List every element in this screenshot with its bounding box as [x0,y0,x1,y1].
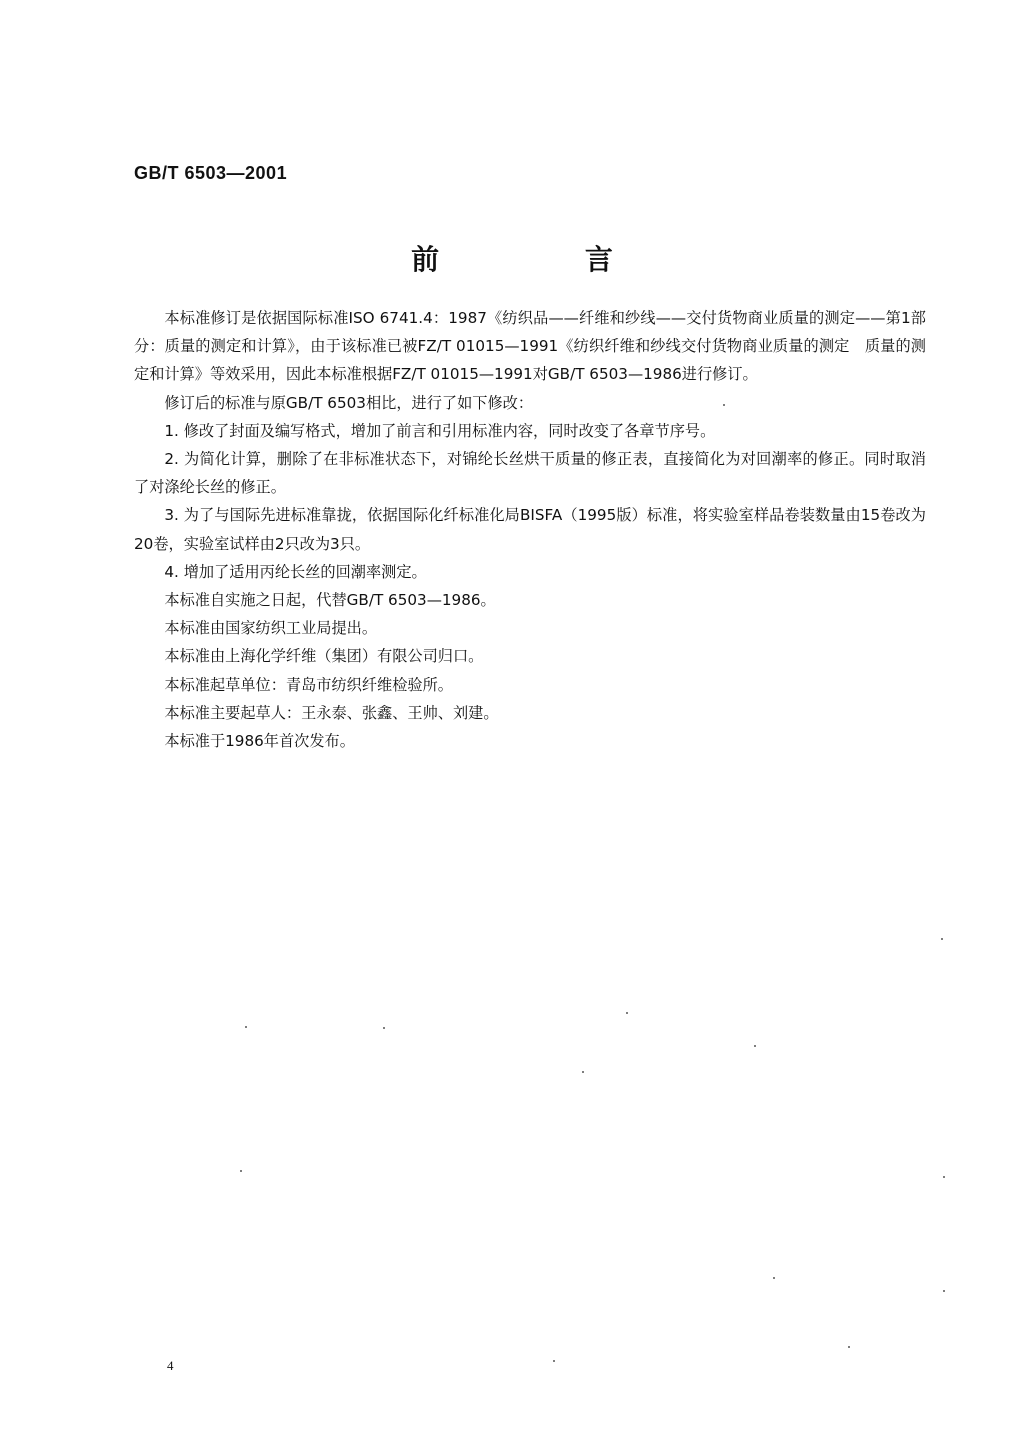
scan-speck [240,1170,242,1172]
scan-speck [553,1360,555,1362]
scan-speck [773,1277,775,1279]
scan-speck [943,1290,945,1292]
scan-speck [383,1027,385,1029]
paragraph-changes-intro: 修订后的标准与原GB/T 6503相比，进行了如下修改： [164,393,534,412]
paragraph-drafting-unit: 本标准起草单位：青岛市纺织纤维检验所。 [164,675,453,694]
scan-speck [723,404,725,406]
scan-speck [848,1346,850,1348]
paragraph-basis: 本标准修订是依据国际标准ISO 6741.4：1987《纺织品——纤维和纱线——交付货物商业质量的测定——第1部分：质量的测定和计算》，由于该标准已被FZ/T 01015—1991《纺织纤维和纱线交付货物商业质量的测定 质量的测定和计算》等效采用，因此本标准根据FZ/T 01015—1991对GB/T 6503—1986进行修订。 [134,309,926,384]
scan-speck [626,1012,628,1014]
foreword-body [134,304,926,755]
section-title: 前 言 [411,243,681,276]
paragraph-change-1: 1. 修改了封面及编写格式，增加了前言和引用标准内容，同时改变了各章节序号。 [164,421,716,440]
scan-speck [582,1071,584,1073]
paragraph-responsible: 本标准由上海化学纤维（集团）有限公司归口。 [164,647,484,666]
paragraph-change-3: 3. 为了与国际先进标准靠拢，依据国际化纤标准化局BISFA（1995版）标准，将实验室样品卷装数量由15卷改为20卷，实验室试样由2只改为3只。 [134,506,926,553]
scan-speck [754,1045,756,1047]
paragraph-replaces: 本标准自实施之日起，代替GB/T 6503—1986。 [164,591,496,610]
paragraph-drafters: 本标准主要起草人：王永泰、张鑫、王帅、刘建。 [164,703,499,722]
standard-code: GB/T 6503—2001 [134,163,288,183]
scan-speck [941,938,943,940]
scan-speck [943,1176,945,1178]
paragraph-proposed-by: 本标准由国家纺织工业局提出。 [164,619,378,638]
paragraph-change-2: 2. 为简化计算，删除了在非标准状态下，对锦纶长丝烘干质量的修正表，直接简化为对回潮率的修正。同时取消了对涤纶长丝的修正。 [134,450,926,497]
scan-speck [245,1026,247,1028]
page-number: 4 [167,1358,174,1373]
paragraph-change-4: 4. 增加了适用丙纶长丝的回潮率测定。 [164,562,427,581]
paragraph-first-issue: 本标准于1986年首次发布。 [164,732,355,751]
